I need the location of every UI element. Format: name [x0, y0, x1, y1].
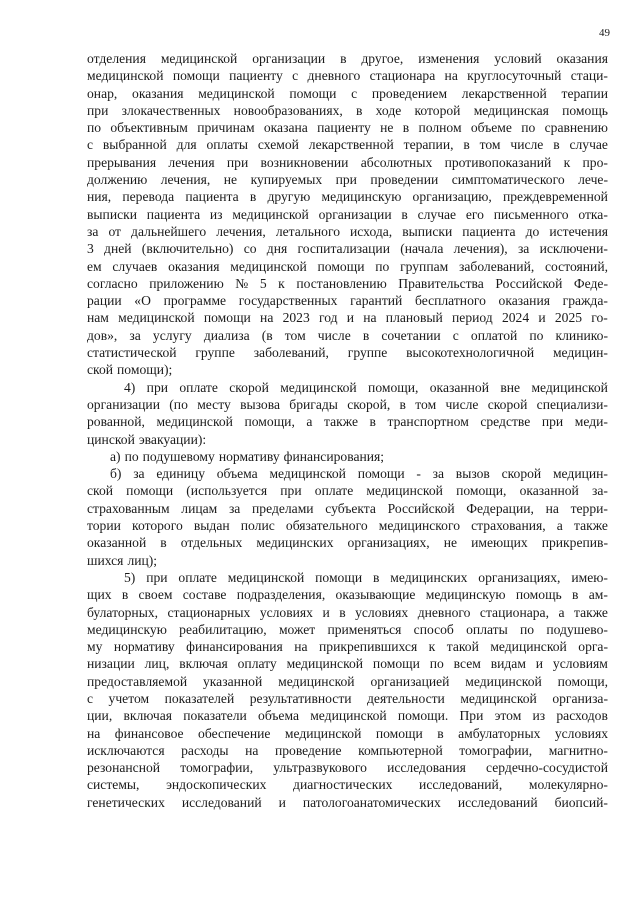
text-line: рации «О программе государственных гарантий бесплатного оказания гражда-	[87, 293, 608, 309]
text-line: выписки пациента из медицинской организации в случае его письменного отка-	[87, 206, 608, 222]
text-line: согласно приложению № 5 к постановлению Правительства Российской Феде-	[87, 275, 608, 291]
text-line: прерывания лечения при возникновении абсолютных противопоказаний к про-	[87, 154, 608, 170]
text-line: системы, эндоскопических диагностических исследований, молекулярно-	[87, 777, 608, 793]
text-line: медицинской помощи пациенту с дневного стационара на круглосуточный стаци-	[87, 68, 608, 84]
text-line: организации (по месту вызова бригады скорой, в том числе скорой специализи-	[87, 396, 608, 412]
text-line: нам медицинской помощи на 2023 год и на плановый период 2024 и 2025 го-	[87, 310, 608, 326]
text-line: рованной, медицинской помощи, а также в транспортном средстве при меди-	[87, 414, 608, 430]
text-line: медицинскую реабилитацию, может применяться способ оплаты по подушево-	[87, 621, 608, 637]
text-line: му нормативу финансирования на прикрепившихся к такой медицинской орга-	[87, 639, 608, 655]
text-line: статистической группе заболеваний, группе высокотехнологичной медицин-	[87, 345, 608, 361]
text-line: а) по подушевому нормативу финансирования;	[110, 448, 385, 464]
text-line: б) за единицу объема медицинской помощи - за вызов скорой медицин-	[110, 466, 608, 482]
text-line: цинской эвакуации):	[87, 431, 207, 447]
text-line: 5) при оплате медицинской помощи в медицинских организациях, имею-	[124, 569, 608, 585]
text-line: 4) при оплате скорой медицинской помощи, оказанной вне медицинской	[124, 379, 608, 395]
text-line: отделения медицинской организации в другое, изменения условий оказания	[87, 51, 608, 66]
text-line: 3 дней (включительно) со дня госпитализации (начала лечения), за исключени-	[87, 241, 608, 257]
text-line: ния, перевода пациента в другую медицинскую организацию, преждевременной	[87, 189, 608, 205]
text-line: ской помощи);	[87, 362, 173, 378]
text-line: оказанной в отдельных медицинских организациях, не имеющих прикрепив-	[87, 535, 608, 551]
text-line: шихся лиц);	[87, 552, 158, 568]
text-line: страхованным лицам за пределами субъекта Российской Федерации, на терри-	[87, 500, 608, 516]
text-line: тории которого выдан полис обязательного медицинского страхования, а также	[87, 518, 608, 534]
text-line: онар, оказания медицинской помощи с проведением лекарственной терапии	[87, 85, 608, 101]
text-line: по объективным причинам оказана пациенту не в полном объеме по сравнению	[87, 120, 608, 136]
text-line: с выбранной для оплаты схемой лекарственной терапии, в том числе в случае	[87, 137, 608, 153]
document-body	[87, 50, 608, 811]
text-line: при злокачественных новообразованиях, в ходе которой медицинская помощь	[87, 102, 608, 118]
page-number: 49	[599, 27, 610, 39]
text-line: генетических исследований и патологоанатомических исследований биопсий-	[87, 794, 608, 810]
text-line: ции, включая показатели объема медицинской помощи. При этом из расходов	[87, 708, 608, 724]
text-line: щих в своем составе подразделения, оказывающие медицинскую помощь в ам-	[87, 587, 608, 603]
text-line: на финансовое обеспечение медицинской помощи в амбулаторных условиях	[87, 725, 608, 741]
text-line: исключаются расходы на проведение компьютерной томографии, магнитно-	[87, 742, 608, 758]
text-line: должению лечения, не купируемых при проведении симптоматического лече-	[87, 172, 608, 188]
text-line: булаторных, стационарных условиях и в условиях дневного стационара, а также	[87, 604, 608, 620]
text-line: дов», за услугу диализа (в том числе в сочетании с оплатой по клинико-	[87, 327, 608, 343]
text-line: за от дальнейшего лечения, летального исхода, выписки пациента до истечения	[87, 223, 608, 239]
text-line: предоставляемой указанной медицинской организацией медицинской помощи,	[87, 673, 608, 689]
text-line: ской помощи (используется при оплате медицинской помощи, оказанной за-	[87, 483, 608, 499]
text-line: ем случаев оказания медицинской помощи по группам заболеваний, состояний,	[87, 258, 608, 274]
text-line: резонансной томографии, ультразвукового исследования сердечно-сосудистой	[87, 760, 608, 776]
text-line: с учетом показателей результативности деятельности медицинской организа-	[87, 690, 608, 706]
text-line: низации лиц, включая оплату медицинской помощи по всем видам и условиям	[87, 656, 608, 672]
